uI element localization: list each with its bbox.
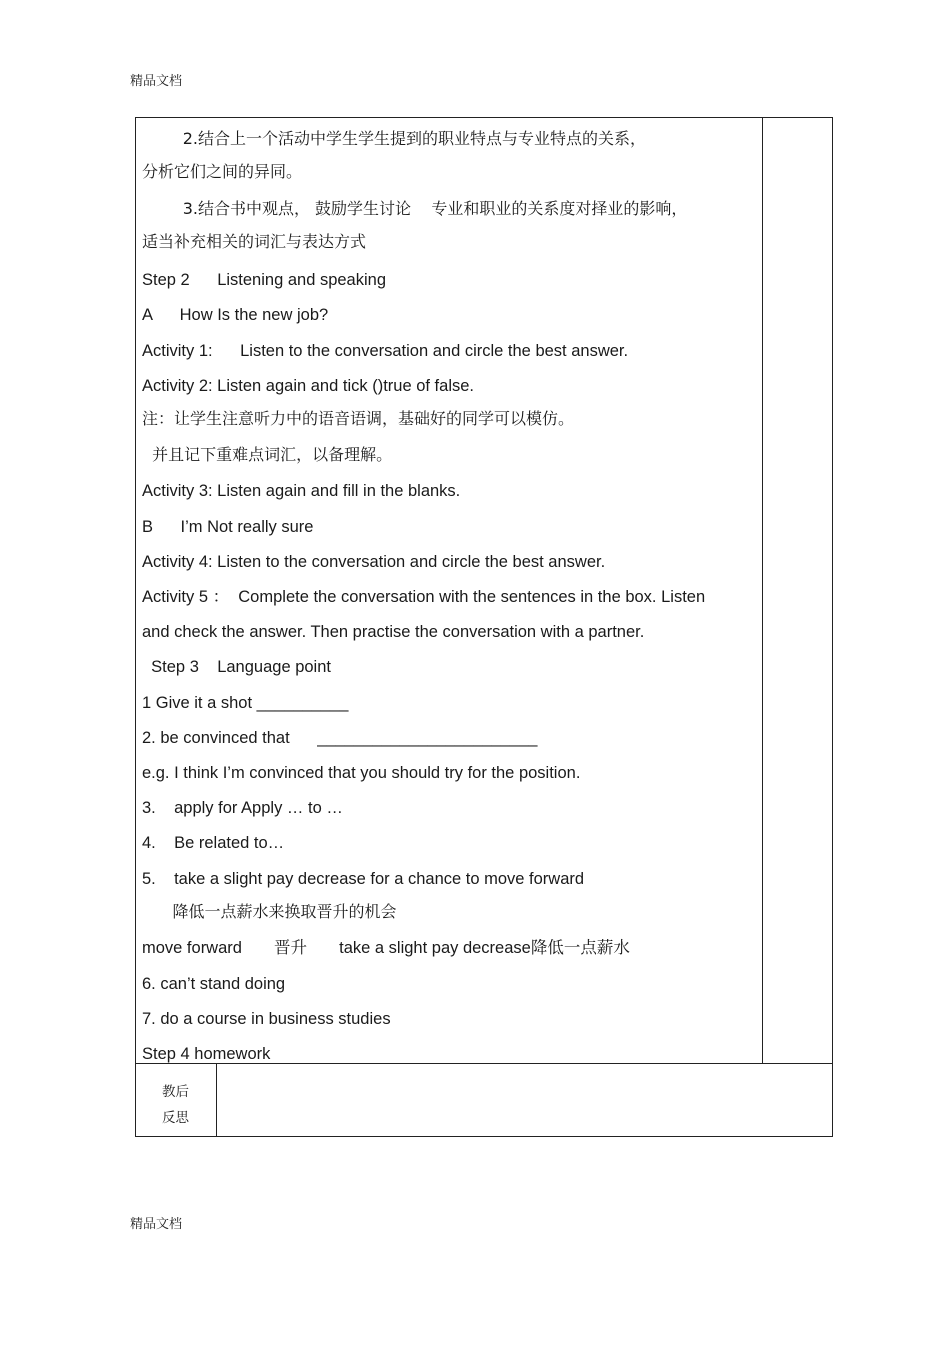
content-line: 5. take a slight pay decrease for a chance to move forward	[142, 870, 585, 888]
content-line: 1 Give it a shot __________	[142, 694, 349, 712]
content-line: Activity 5 ： Complete the conversation with the sentences in the box. Listen	[142, 588, 706, 606]
content-line: Activity 1: Listen to the conversation and circle the best answer.	[142, 342, 629, 360]
reflection-label-line2: 反思	[162, 1110, 189, 1126]
content-line: 4. Be related to…	[142, 834, 285, 852]
content-line: Activity 2: Listen again and tick ()true of false.	[142, 377, 474, 395]
content-line: 2. be convinced that ________________________	[142, 729, 538, 747]
content-line: move forward 晋升 take a slight pay decrease降低一点薪水	[142, 939, 630, 957]
content-line: A How Is the new job?	[142, 306, 329, 324]
content-line: Activity 3: Listen again and fill in the blanks.	[142, 482, 461, 500]
content-line: e.g. I think I’m convinced that you should try for the position.	[142, 764, 581, 782]
content-line: Step 2 Listening and speaking	[142, 271, 387, 289]
content-line: 分析它们之间的异同。	[142, 162, 303, 181]
content-line: 注：让学生注意听力中的语音语调，基础好的同学可以模仿。	[142, 409, 575, 428]
page-header-watermark: 精品文档	[130, 74, 183, 89]
content-line: Activity 4: Listen to the conversation and circle the best answer.	[142, 553, 606, 571]
content-line: 7. do a course in business studies	[142, 1010, 391, 1028]
content-line: 并且记下重难点词汇，以备理解。	[142, 445, 393, 464]
content-line: Step 3 Language point	[142, 658, 331, 676]
content-line: 6. can’t stand doing	[142, 975, 286, 993]
content-line: 2.结合上一个活动中学生学生提到的职业特点与专业特点的关系，	[142, 129, 646, 148]
content-line: 降低一点薪水来换取晋升的机会	[142, 902, 397, 921]
content-line: and check the answer. Then practise the conversation with a partner.	[142, 623, 645, 641]
table-column-divider	[762, 117, 763, 1064]
content-line: 3. apply for Apply … to …	[142, 799, 343, 817]
content-line: 适当补充相关的词汇与表达方式	[142, 232, 367, 251]
page-footer-watermark: 精品文档	[130, 1217, 183, 1232]
reflection-label-line1: 教后	[162, 1084, 189, 1100]
content-line: Step 4 homework	[142, 1045, 271, 1063]
content-line: 3.结合书中观点， 鼓励学生讨论 专业和职业的关系度对择业的影响，	[142, 199, 688, 218]
table-reflection-divider	[216, 1063, 217, 1137]
content-line: B I’m Not really sure	[142, 518, 314, 536]
